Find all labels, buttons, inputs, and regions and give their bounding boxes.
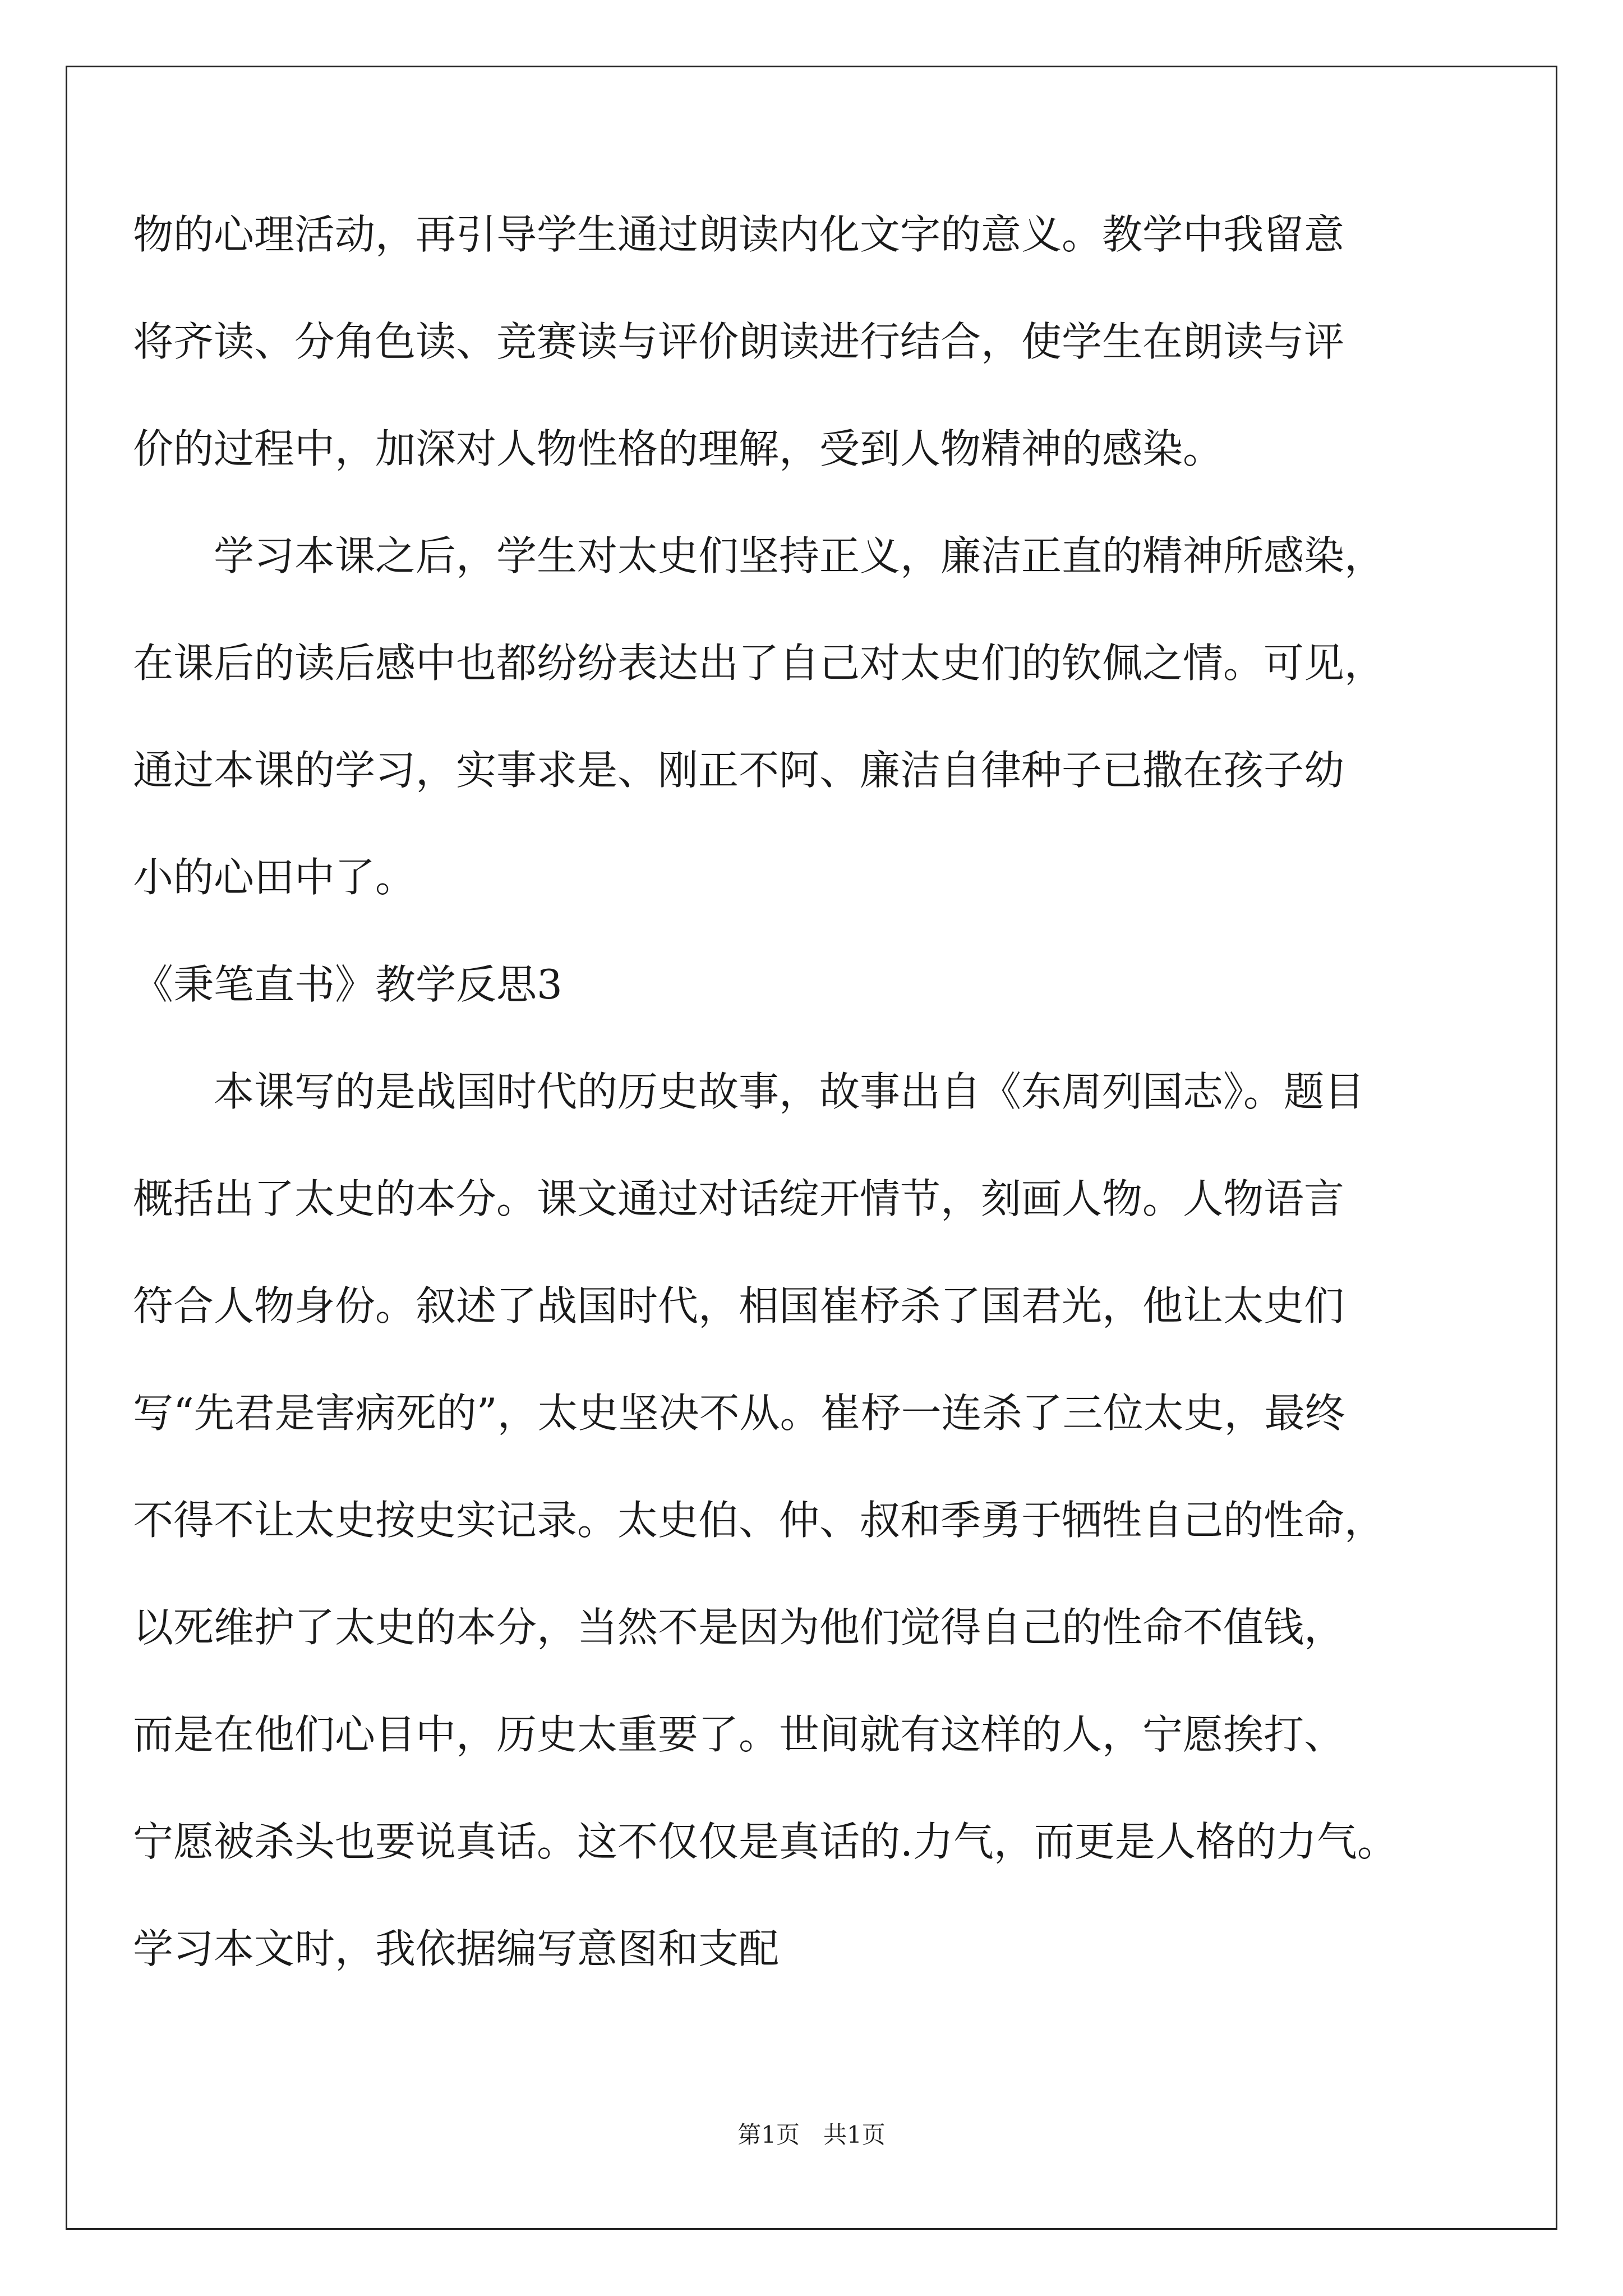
section-heading: 《秉笔直书》教学反思3 [133,961,562,1008]
text-line: 小的心田中了。 [133,854,416,901]
text-line: 物的心理活动，再引导学生通过朗读内化文字的意义。教学中我留意 [133,211,1345,258]
text-line: 而是在他们心目中，历史太重要了。世间就有这样的人，宁愿挨打、 [133,1711,1345,1758]
text-line: 将齐读、分角色读、竞赛读与评价朗读进行结合，使学生在朗读与评 [133,318,1345,365]
page-number-footer: 第1页 共1页 [737,2121,886,2148]
page-border [66,66,1557,2230]
text-line: 通过本课的学习，实事求是、刚正不阿、廉洁自律种子已撒在孩子幼 [133,747,1345,794]
text-line: 符合人物身份。叙述了战国时代，相国崔杼杀了国君光，他让太史们 [133,1282,1345,1329]
paragraph-start-line: 学习本课之后，学生对太史们坚持正义，廉洁正直的精神所感染， [214,532,1385,579]
text-line: 在课后的读后感中也都纷纷表达出了自己对太史们的钦佩之情。可见， [133,639,1385,687]
text-line: 不得不让太史按史实记录。太史伯、仲、叔和季勇于牺牲自己的性命， [133,1497,1385,1544]
text-line: 概括出了太史的本分。课文通过对话绽开情节，刻画人物。人物语言 [133,1175,1345,1222]
paragraph-start-line: 本课写的是战国时代的历史故事，故事出自《东周列国志》。题目 [214,1068,1365,1115]
text-line: 价的过程中，加深对人物性格的理解，受到人物精神的感染。 [133,425,1224,472]
text-line: 学习本文时，我依据编写意图和支配 [133,1925,780,1972]
text-line: 以死维护了太史的本分，当然不是因为他们觉得自己的性命不值钱， [133,1604,1345,1651]
text-line: 写“先君是害病死的”，太史坚决不从。崔杼一连杀了三位太史，最终 [133,1389,1345,1437]
text-line: 宁愿被杀头也要说真话。这不仅仅是真话的.力气，而更是人格的力气。 [133,1818,1398,1865]
